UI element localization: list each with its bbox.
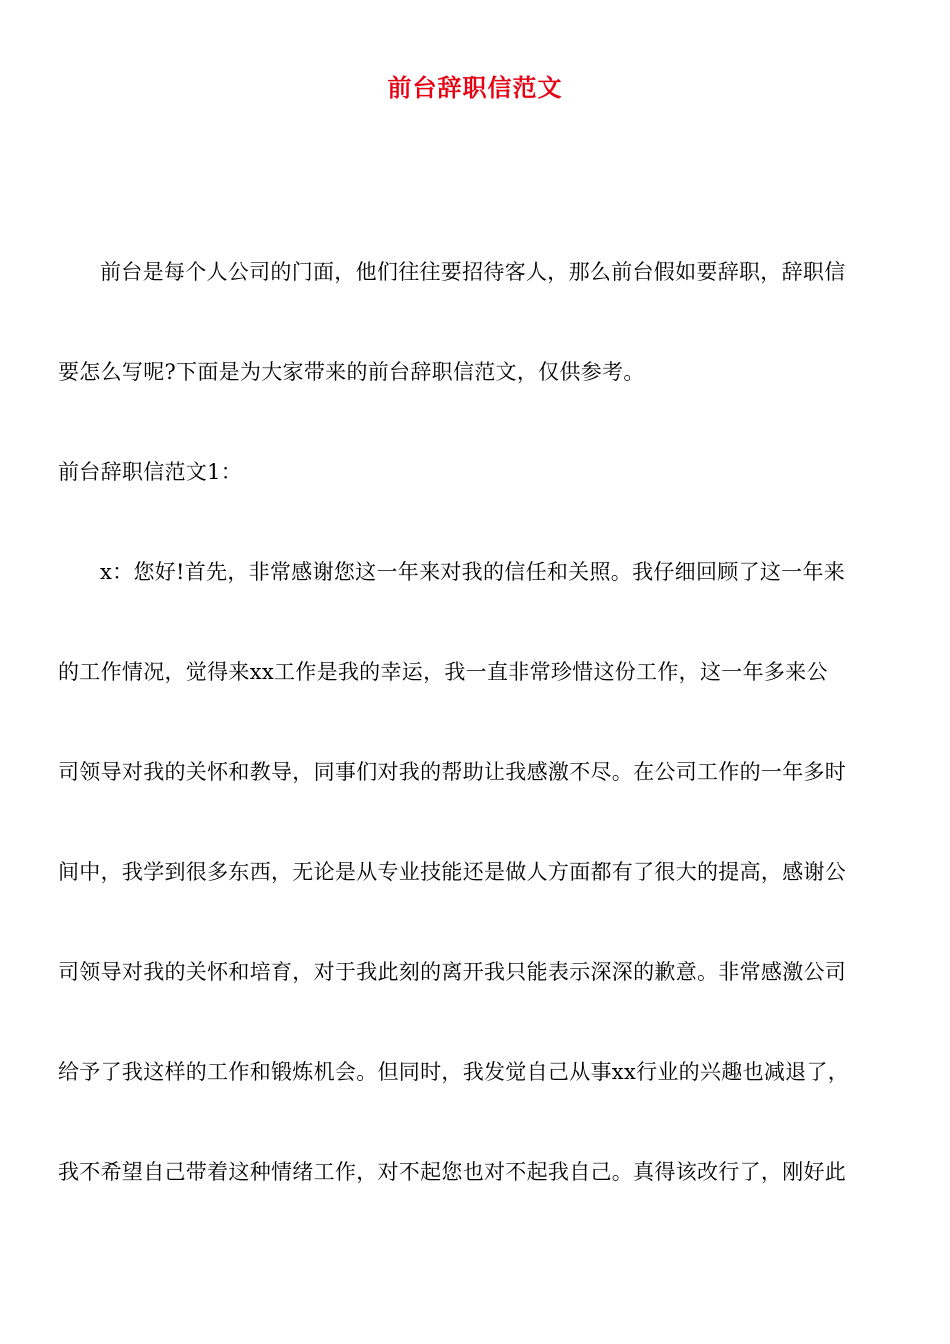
- paragraph-line: x：您好!首先，非常感谢您这一年来对我的信任和关照。我仔细回顾了这一年来: [100, 560, 846, 584]
- paragraph-line: 给予了我这样的工作和锻炼机会。但同时，我发觉自己从事xx行业的兴趣也减退了，: [58, 1060, 850, 1084]
- paragraph-line: 前台是每个人公司的门面，他们往往要招待客人，那么前台假如要辞职，辞职信: [100, 260, 846, 284]
- paragraph-line: 司领导对我的关怀和培育，对于我此刻的离开我只能表示深深的歉意。非常感激公司: [58, 960, 847, 984]
- paragraph-line: 司领导对我的关怀和教导，同事们对我的帮助让我感激不尽。在公司工作的一年多时: [58, 760, 847, 784]
- page-title: 前台辞职信范文: [387, 74, 563, 102]
- paragraph-line: 我不希望自己带着这种情绪工作，对不起您也对不起我自己。真得该改行了，刚好此: [58, 1160, 847, 1184]
- paragraph-line: 要怎么写呢?下面是为大家带来的前台辞职信范文，仅供参考。: [58, 360, 645, 384]
- paragraph-line: 的工作情况，觉得来xx工作是我的幸运，我一直非常珍惜这份工作，这一年多来公: [58, 660, 828, 684]
- paragraph-line: 间中，我学到很多东西，无论是从专业技能还是做人方面都有了很大的提高，感谢公: [58, 860, 847, 884]
- section-heading: 前台辞职信范文1：: [58, 460, 243, 484]
